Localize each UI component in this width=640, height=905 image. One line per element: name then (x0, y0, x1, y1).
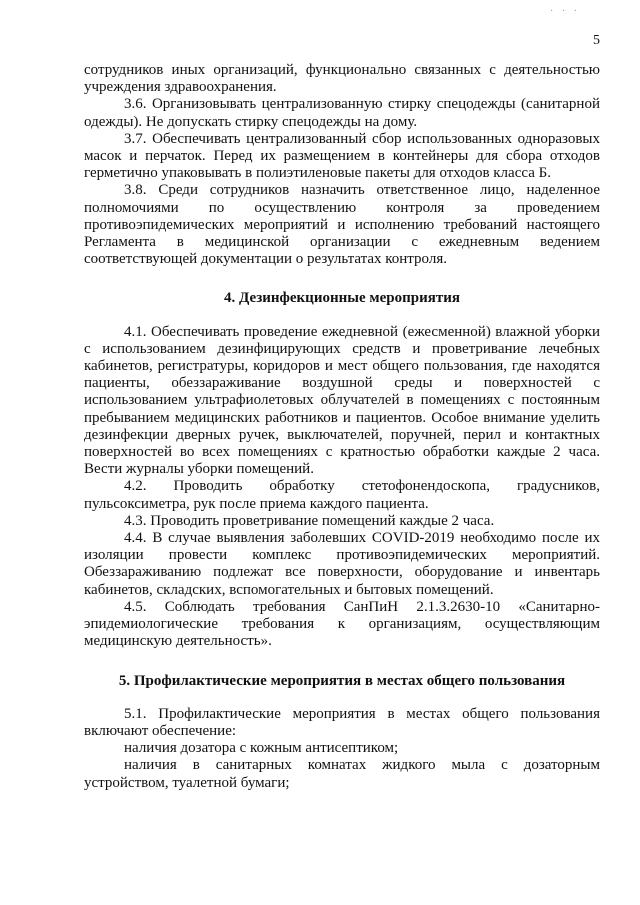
paragraph-4-5: 4.5. Соблюдать требования СанПиН 2.1.3.2630-10 «Санитарно-эпидемиологические требования к организациям, осуществляющим медицинскую деятельность». (84, 598, 600, 650)
paragraph-3-6: 3.6. Организовывать централизованную стирку спецодежды (санитарной одежды). Не допускать стирку спецодежды на дому. (84, 96, 600, 130)
paragraph-continuation: сотрудников иных организаций, функционально связанных с деятельностью учреждения здравоохранения. (84, 62, 600, 96)
paragraph-4-4: 4.4. В случае выявления заболевших COVID-2019 необходимо после их изоляции провести комплекс противоэпидемических мероприятий. Обеззараживанию подлежат все поверхности, оборудование и инвентарь кабинетов, складских, вспомогательных и бытовых помещений. (84, 530, 600, 598)
paragraph-3-8: 3.8. Среди сотрудников назначить ответственное лицо, наделенное полномочиями по осуществлению контроля за проведением противоэпидемических мероприятий и исполнению требований настоящего Регламента в медицинской организации с ежедневным ведением соответствующей документации о результатах контроля. (84, 182, 600, 268)
paragraph-4-3: 4.3. Проводить проветривание помещений каждые 2 часа. (124, 512, 495, 529)
section-5-heading: 5. Профилактические мероприятия в местах общего пользования (118, 672, 566, 689)
paragraph-4-1: 4.1. Обеспечивать проведение ежедневной (ежесменной) влажной уборки с использованием дезинфицирующих средств и проветривание лечебных кабинетов, регистратуры, коридоров и мест общего пользования, где находятся пациенты, обеззараживание воздушной среды и поверхностей с использованием ультрафиолетовых облучателей в помещениях с постоянным пребыванием медицинских работников и пациентов. Особое внимание уделить дезинфекции дверных ручек, выключателей, поручней, перил и контактных поверхностей во всех помещениях с кратностью обработки каждые 2 часа. Вести журналы уборки помещений. (84, 323, 600, 478)
page-number: 5 (593, 33, 600, 48)
paragraph-3-7: 3.7. Обеспечивать централизованный сбор использованных одноразовых масок и перчаток. Перед их размещением в контейнеры для сбора отходов герметично упаковывать в полиэтиленовые пакеты для отходов класса Б. (84, 130, 600, 182)
scan-marks: · · · (550, 6, 580, 17)
section-4-heading: 4. Дезинфекционные мероприятия (224, 290, 460, 307)
list-item-antiseptic: наличия дозатора с кожным антисептиком; (124, 740, 399, 757)
document-body (84, 62, 600, 792)
list-item-soap: наличия в санитарных комнатах жидкого мыла с дозаторным устройством, туалетной бумаги; (84, 757, 600, 791)
paragraph-5-1: 5.1. Профилактические мероприятия в местах общего пользования включают обеспечение: (84, 705, 600, 739)
paragraph-4-2: 4.2. Проводить обработку стетофонендоскопа, градусников, пульсоксиметра, рук после приема каждого пациента. (84, 478, 600, 512)
